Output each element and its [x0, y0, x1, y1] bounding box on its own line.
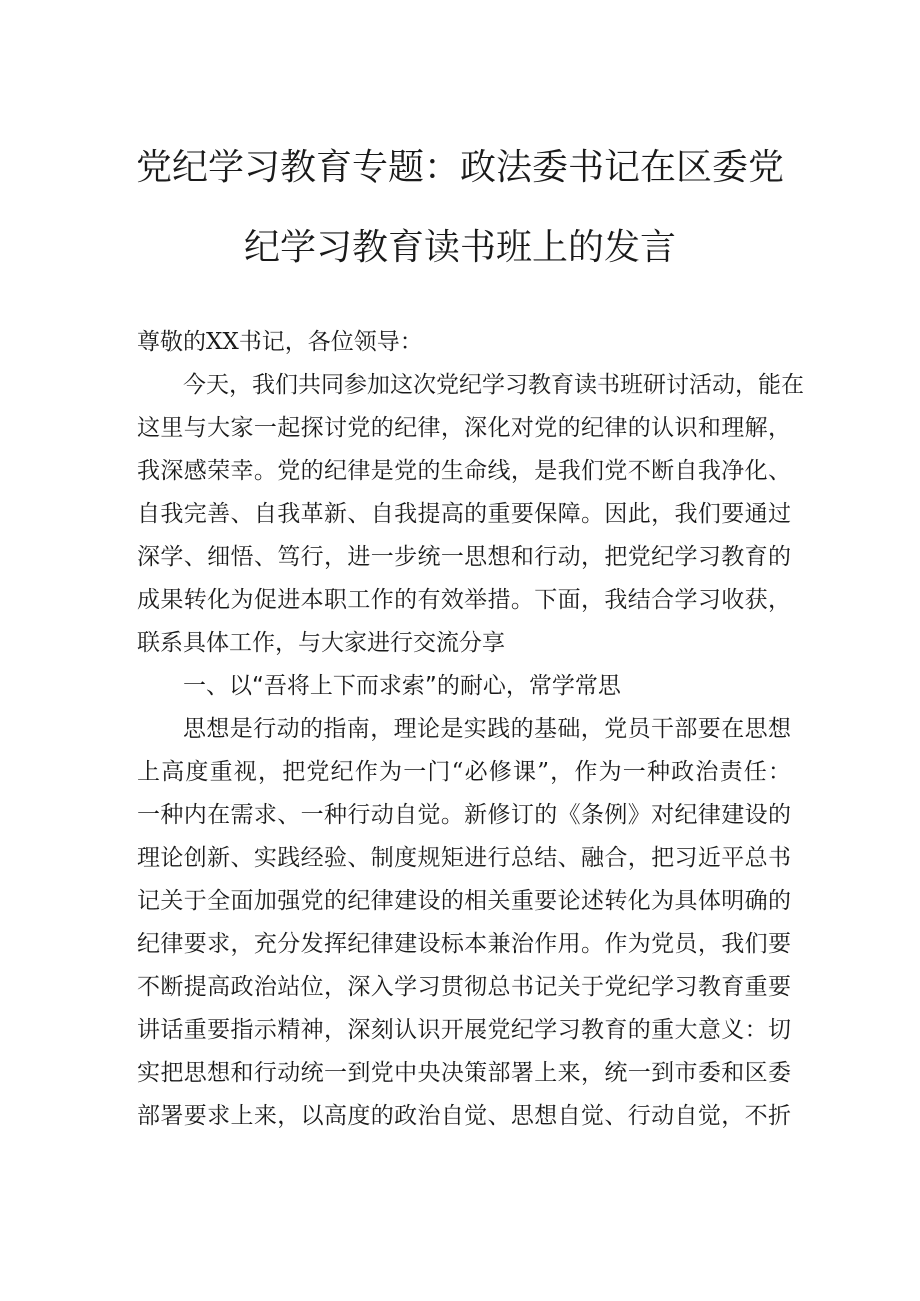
paragraph-1-line: 成果转化为促进本职工作的有效举措。下面，我结合学习收获，	[137, 587, 791, 613]
paragraph-1-line: 我深感荣幸。党的纪律是党的生命线，是我们党不断自我净化、	[137, 458, 791, 484]
paragraph-2-line: 实把思想和行动统一到党中央决策部署上来，统一到市委和区委	[137, 1060, 791, 1086]
paragraph-2-line: 记关于全面加强党的纪律建设的相关重要论述转化为具体明确的	[137, 888, 791, 914]
paragraph-1-line: 这里与大家一起探讨党的纪律，深化对党的纪律的认识和理解，	[137, 415, 791, 441]
paragraph-2-line: 思想是行动的指南，理论是实践的基础，党员干部要在思想	[183, 716, 791, 742]
paragraph-2-line: 纪律要求，充分发挥纪律建设标本兼治作用。作为党员，我们要	[137, 931, 791, 957]
paragraph-2-line: 理论创新、实践经验、制度规矩进行总结、融合，把习近平总书	[137, 845, 791, 871]
document-title-line-2: 纪学习教育读书班上的发言	[243, 227, 676, 268]
document-title-line-1: 党纪学习教育专题：政法委书记在区委党	[135, 147, 784, 188]
paragraph-1-line: 联系具体工作，与大家进行交流分享	[137, 630, 505, 656]
paragraph-2-line: 部署要求上来，以高度的政治自觉、思想自觉、行动自觉，不折	[137, 1103, 791, 1129]
paragraph-1-line: 自我完善、自我革新、自我提高的重要保障。因此，我们要通过	[137, 501, 791, 527]
section-1-heading: 一、以“吾将上下而求索”的耐心，常学常思	[183, 673, 621, 699]
paragraph-2-line: 讲话重要指示精神，深刻认识开展党纪学习教育的重大意义：切	[137, 1017, 791, 1043]
paragraph-2-line: 上高度重视，把党纪作为一门“必修课”，作为一种政治责任：	[137, 759, 791, 785]
paragraph-1-line: 深学、细悟、笃行，进一步统一思想和行动，把党纪学习教育的	[137, 544, 791, 570]
paragraph-2-line: 一种内在需求、一种行动自觉。新修订的《条例》对纪律建设的	[137, 802, 791, 828]
document-body	[137, 321, 804, 1138]
salutation: 尊敬的XX书记，各位领导：	[137, 329, 423, 355]
paragraph-2-line: 不断提高政治站位，深入学习贯彻总书记关于党纪学习教育重要	[137, 974, 791, 1000]
paragraph-1-line: 今天，我们共同参加这次党纪学习教育读书班研讨活动，能在	[183, 372, 804, 398]
